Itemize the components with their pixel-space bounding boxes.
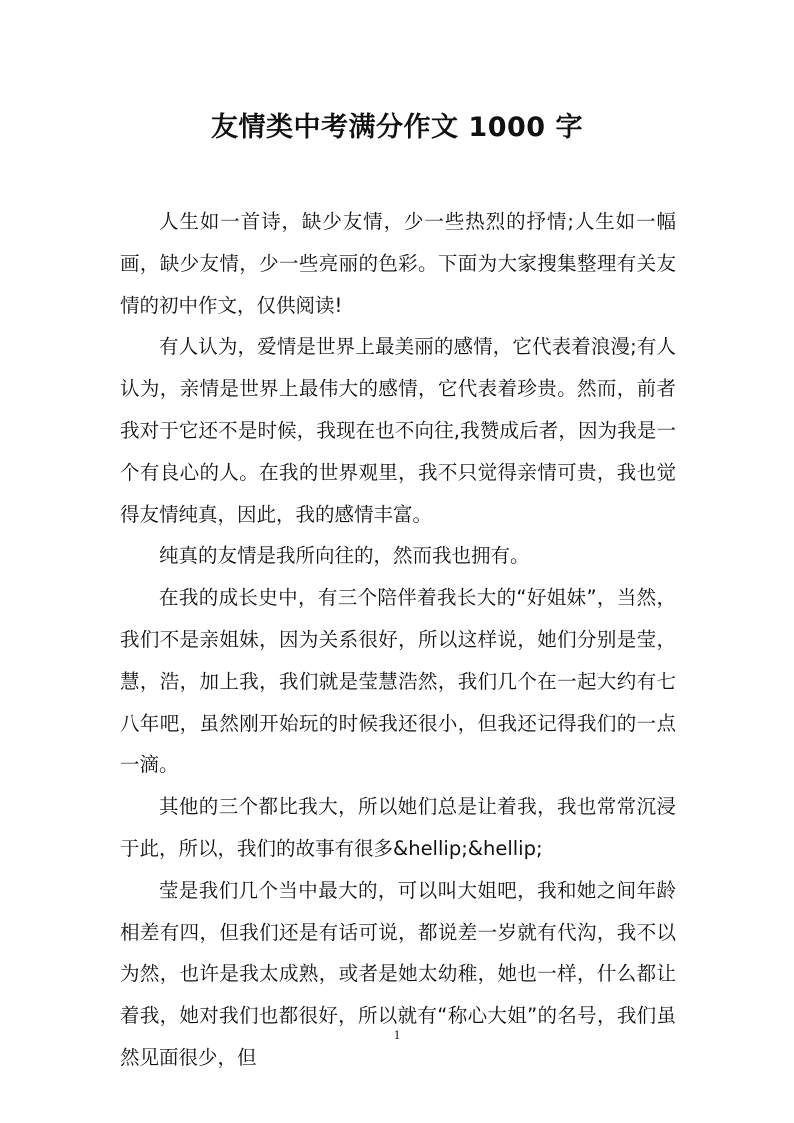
paragraph: 人生如一首诗，缺少友情，少一些热烈的抒情;人生如一幅画，缺少友情，少一些亮丽的色彩。下面为大家搜集整理有关友情的初中作文，仅供阅读!: [120, 210, 676, 317]
paragraph: 纯真的友情是我所向往的，然而我也拥有。: [159, 544, 530, 568]
document-body: [120, 201, 676, 1079]
document-title: 友情类中考满分作文 1000 字: [211, 112, 583, 143]
paragraph: 莹是我们几个当中最大的，可以叫大姐吧，我和她之间年龄相差有四，但我们还是有话可说，都说差一岁就有代沟，我不以为然，也许是我太成熟，或者是她太幼稚，她也一样，什么都让着我，她对我们也都很好，所以就有“称心大姐”的名号，我们虽然见面很少，但: [120, 878, 676, 1069]
paragraph: 其他的三个都比我大，所以她们总是让着我，我也常常沉浸于此，所以，我们的故事有很多&hellip;&hellip;: [120, 795, 676, 860]
paragraph: 有人认为，爱情是世界上最美丽的感情，它代表着浪漫;有人认为，亲情是世界上最伟大的感情，它代表着珍贵。然而，前者我对于它还不是时候，我现在也不向往,我赞成后者，因为我是一个有良心的人。在我的世界观里，我不只觉得亲情可贵，我也觉得友情纯真，因此，我的感情丰富。: [120, 335, 676, 526]
page-number: 1: [393, 1027, 401, 1042]
paragraph: 在我的成长史中，有三个陪伴着我长大的“好姐妹”，当然，我们不是亲姐妹，因为关系很好，所以这样说，她们分别是莹，慧，浩，加上我，我们就是莹慧浩然，我们几个在一起大约有七八年吧，虽然刚开始玩的时候我还很小，但我还记得我们的一点一滴。: [120, 586, 676, 777]
